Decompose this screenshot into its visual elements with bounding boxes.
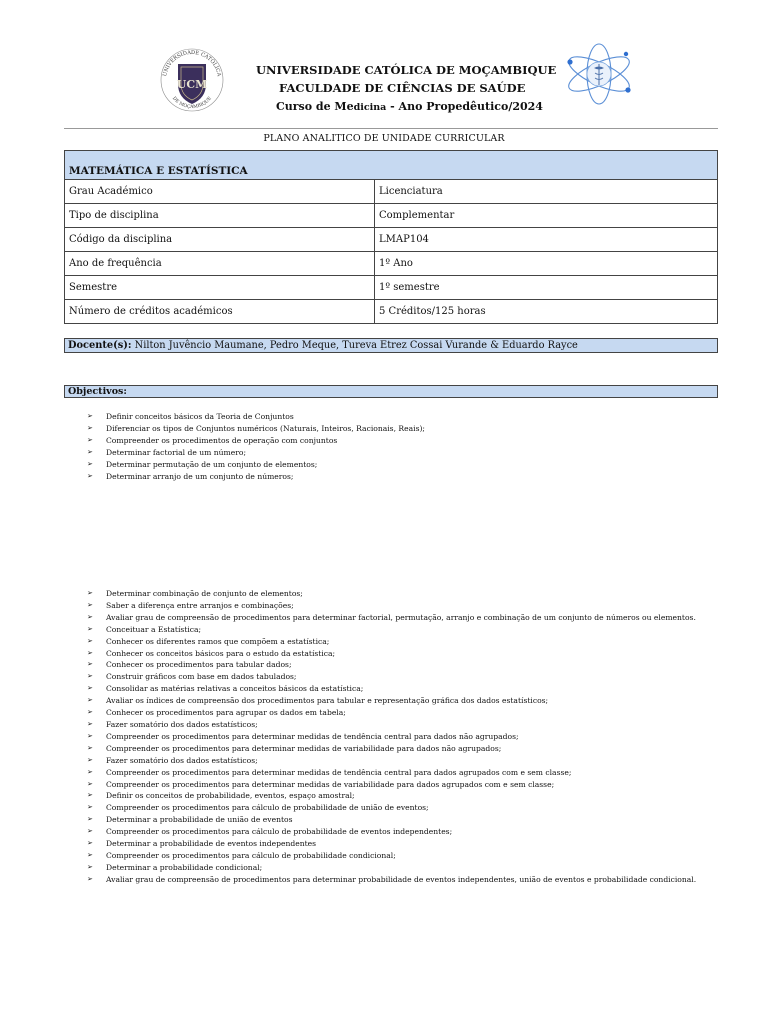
objective-item (84, 636, 718, 648)
objective-text: Compreender os procedimentos para determinar medidas de tendência central para dados não agrupados; (106, 731, 519, 741)
objective-text: Conhecer os conceitos básicos para o estudo da estatística; (106, 648, 336, 658)
objective-item (84, 435, 718, 447)
row-label: Tipo de disciplina (65, 204, 375, 228)
health-faculty-atom-logo (560, 40, 638, 108)
objective-item (84, 838, 718, 850)
course-suffix: - Ano Propedêutico/2024 (386, 100, 543, 113)
row-value: Licenciatura (375, 180, 718, 204)
objective-text: Fazer somatório dos dados estatísticos; (106, 755, 258, 765)
arrow-bullet-icon: ➢ (87, 779, 93, 788)
ucm-seal-logo (158, 46, 226, 114)
university-name: UNIVERSIDADE CATÓLICA DE MOÇAMBIQUE (256, 63, 557, 77)
objective-item (84, 826, 718, 838)
arrow-bullet-icon: ➢ (87, 412, 93, 420)
objective-text: Fazer somatório dos dados estatísticos; (106, 719, 258, 729)
objective-text: Avaliar grau de compreensão de procedimentos para determinar probabilidade de eventos independentes, união de eventos e probabilidade condicional. (106, 874, 697, 884)
objective-text: Avaliar grau de compreensão de procedimentos para determinar factorial, permutação, arranjo e combinação de um conjunto de números ou elementos. (106, 612, 696, 622)
arrow-bullet-icon: ➢ (87, 874, 93, 883)
row-label: Número de créditos académicos (65, 300, 375, 324)
objective-item (84, 743, 718, 755)
row-value: LMAP104 (375, 228, 718, 252)
objective-item (84, 659, 718, 671)
objective-text: Compreender os procedimentos para determinar medidas de variabilidade para dados agrupados com e sem classe; (106, 779, 555, 789)
docentes-label: Docente(s): (68, 340, 132, 351)
objective-text: Diferenciar os tipos de Conjuntos numéricos (Naturais, Inteiros, Racionais, Reais); (106, 423, 425, 433)
arrow-bullet-icon: ➢ (87, 696, 93, 705)
arrow-bullet-icon: ➢ (87, 648, 93, 657)
objective-text: Definir os conceitos de probabilidade, eventos, espaço amostral; (106, 791, 355, 801)
objective-text: Compreender os procedimentos para cálculo de probabilidade condicional; (106, 850, 396, 860)
objective-text: Compreender os procedimentos para cálculo de probabilidade de união de eventos; (106, 803, 429, 813)
objective-text: Definir conceitos básicos da Teoria de Conjuntos (106, 412, 294, 421)
objective-item (84, 719, 718, 731)
objective-item (84, 459, 718, 471)
objective-item (84, 588, 718, 600)
course-name (276, 100, 543, 113)
objectivos-label: Objectivos: (68, 386, 127, 397)
arrow-bullet-icon: ➢ (87, 850, 93, 859)
arrow-bullet-icon: ➢ (87, 600, 93, 609)
objective-text: Consolidar as matérias relativas a conceitos básicos da estatística; (106, 684, 364, 694)
docentes-names: Nilton Juvêncio Maumane, Pedro Meque, Tureva Etrez Cossai Vurande & Eduardo Rayce (131, 340, 578, 351)
arrow-bullet-icon: ➢ (87, 743, 93, 752)
row-value: 1º semestre (375, 276, 718, 300)
arrow-bullet-icon: ➢ (87, 447, 93, 456)
table-row (65, 300, 718, 324)
logo-top-text: UNIVERSIDADE CATÓLICA (162, 49, 222, 77)
objective-item (84, 802, 718, 814)
table-heading-row (65, 151, 718, 180)
objective-item (84, 471, 718, 483)
arrow-bullet-icon: ➢ (87, 589, 93, 597)
objective-text: Determinar permutação de um conjunto de elementos; (106, 459, 318, 469)
objective-text: Determinar a probabilidade de união de eventos (106, 815, 293, 825)
course-title: MATEMÁTICA E ESTATÍSTICA (65, 151, 718, 180)
objective-item (84, 779, 718, 791)
objective-item (84, 755, 718, 767)
row-value: 5 Créditos/125 horas (375, 300, 718, 324)
arrow-bullet-icon: ➢ (87, 862, 93, 871)
arrow-bullet-icon: ➢ (87, 471, 93, 480)
arrow-bullet-icon: ➢ (87, 660, 93, 669)
objective-text: Determinar a probabilidade condicional; (106, 862, 263, 872)
course-info-table (64, 150, 718, 324)
docentes-bar (64, 338, 718, 353)
objective-text: Determinar factorial de um número; (106, 447, 247, 457)
objective-item (84, 874, 718, 886)
objective-text: Conhecer os procedimentos para tabular dados; (106, 660, 292, 670)
faculty-name: FACULDADE DE CIÊNCIAS DE SAÚDE (279, 81, 526, 95)
arrow-bullet-icon: ➢ (87, 827, 93, 836)
objective-item (84, 600, 718, 612)
objective-item (84, 790, 718, 802)
objectives-list-b (84, 588, 718, 886)
arrow-bullet-icon: ➢ (87, 684, 93, 693)
arrow-bullet-icon: ➢ (87, 755, 93, 764)
row-label: Código da disciplina (65, 228, 375, 252)
objective-item (84, 447, 718, 459)
objective-item (84, 767, 718, 779)
objective-text: Compreender os procedimentos para determinar medidas de variabilidade para dados não agrupados; (106, 743, 502, 753)
objective-item (84, 683, 718, 695)
table-row (65, 276, 718, 300)
objective-item (84, 648, 718, 660)
arrow-bullet-icon: ➢ (87, 708, 93, 717)
arrow-bullet-icon: ➢ (87, 636, 93, 645)
logo-bottom-text: DE MOÇAMBIQUE (171, 96, 213, 111)
objective-text: Determinar combinação de conjunto de elementos; (106, 589, 303, 598)
arrow-bullet-icon: ➢ (87, 672, 93, 681)
objective-text: Saber a diferença entre arranjos e combinações; (106, 600, 294, 610)
arrow-bullet-icon: ➢ (87, 815, 93, 824)
course-mid: dicina (353, 102, 387, 113)
objective-item (84, 671, 718, 683)
objective-item (84, 624, 718, 636)
course-prefix: Curso de Me (276, 100, 354, 113)
arrow-bullet-icon: ➢ (87, 435, 93, 444)
objective-item (84, 731, 718, 743)
arrow-bullet-icon: ➢ (87, 459, 93, 468)
arrow-bullet-icon: ➢ (87, 767, 93, 776)
objective-item (84, 850, 718, 862)
row-value: 1º Ano (375, 252, 718, 276)
objective-item (84, 423, 718, 435)
row-label: Grau Académico (65, 180, 375, 204)
arrow-bullet-icon: ➢ (87, 731, 93, 740)
arrow-bullet-icon: ➢ (87, 791, 93, 800)
arrow-bullet-icon: ➢ (87, 839, 93, 848)
table-row (65, 204, 718, 228)
objectivos-bar (64, 385, 718, 398)
table-row (65, 228, 718, 252)
objective-item (84, 814, 718, 826)
arrow-bullet-icon: ➢ (87, 423, 93, 432)
table-row (65, 180, 718, 204)
row-value: Complementar (375, 204, 718, 228)
objective-text: Conhecer os procedimentos para agrupar os dados em tabela; (106, 708, 346, 718)
objective-text: Avaliar os índices de compreensão dos procedimentos para tabular e representação gráfica dos dados estatísticos; (106, 696, 549, 706)
objective-text: Compreender os procedimentos de operação com conjuntos (106, 435, 338, 445)
row-label: Semestre (65, 276, 375, 300)
arrow-bullet-icon: ➢ (87, 719, 93, 728)
objective-text: Conceituar a Estatística; (106, 624, 202, 634)
plan-title: PLANO ANALITICO DE UNIDADE CURRICULAR (263, 133, 505, 144)
objective-item (84, 612, 718, 624)
header-divider (64, 128, 718, 129)
objective-item (84, 411, 718, 423)
objectives-list-a (84, 411, 718, 482)
objective-text: Conhecer os diferentes ramos que compõem a estatística; (106, 636, 330, 646)
objective-item (84, 707, 718, 719)
objective-text: Compreender os procedimentos para cálculo de probabilidade de eventos independentes; (106, 827, 453, 837)
objective-item (84, 695, 718, 707)
objective-text: Determinar a probabilidade de eventos independentes (106, 839, 317, 849)
arrow-bullet-icon: ➢ (87, 803, 93, 812)
arrow-bullet-icon: ➢ (87, 624, 93, 633)
row-label: Ano de frequência (65, 252, 375, 276)
table-row (65, 252, 718, 276)
objective-text: Determinar arranjo de um conjunto de números; (106, 471, 294, 481)
objective-text: Compreender os procedimentos para determinar medidas de tendência central para dados agrupados com e sem classe; (106, 767, 572, 777)
logo-monogram: UCM (176, 78, 208, 91)
objective-text: Construir gráficos com base em dados tabulados; (106, 672, 297, 682)
objective-item (84, 862, 718, 874)
arrow-bullet-icon: ➢ (87, 612, 93, 621)
